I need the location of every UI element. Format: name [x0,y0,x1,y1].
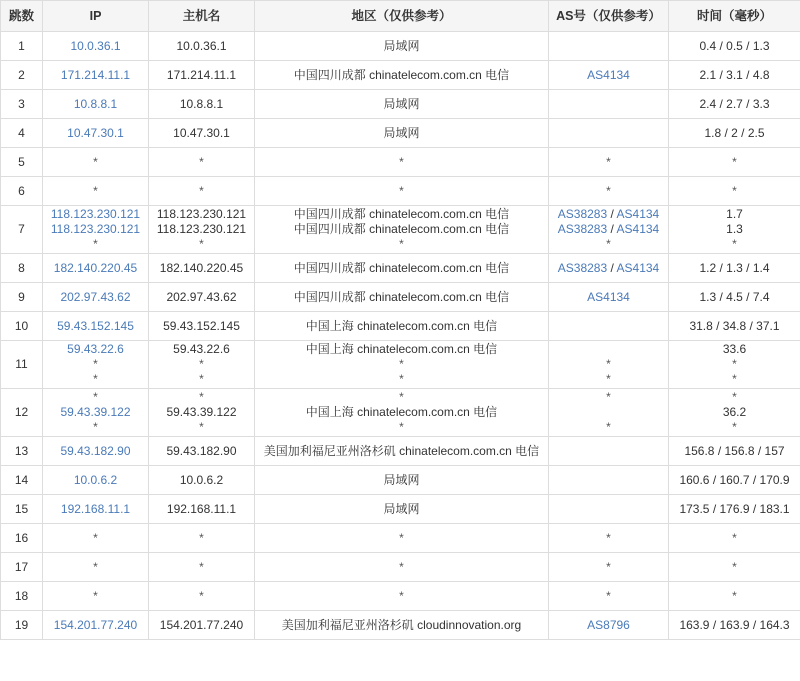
ip-cell [43,582,149,611]
time-text: * [732,154,737,169]
hop-cell: 16 [1,524,43,553]
ip-link[interactable]: 192.168.11.1 [60,501,131,516]
ip-cell [43,254,149,283]
hop-cell: 18 [1,582,43,611]
time-cell [669,148,800,177]
time-text: 1.8 / 2 / 2.5 [704,125,765,140]
time-cell [669,524,800,553]
ip-placeholder: * [93,183,98,198]
time-cell [669,341,800,389]
hostname-text: 59.43.182.90 [166,443,237,458]
as-placeholder: * [606,390,611,404]
time-cell [669,437,800,466]
hostname-text: 10.0.36.1 [176,38,227,53]
time-text: 2.1 / 3.1 / 4.8 [699,67,770,82]
hostname-text: 171.214.11.1 [166,67,237,82]
ip-placeholder: * [93,559,98,574]
ip-link[interactable]: 59.43.152.145 [57,318,134,333]
hostname-text: * [199,372,204,386]
as-cell [549,524,669,553]
as-cell [549,177,669,206]
time-text: 1.3 / 4.5 / 7.4 [699,289,770,304]
location-cell [255,466,549,495]
as-line [551,444,666,459]
hostname-cell [149,553,255,582]
location-text: 局域网 [383,125,420,140]
as-link[interactable]: AS4134 [587,289,630,304]
location-text: 中国上海 chinatelecom.com.cn 电信 [305,342,498,356]
as-cell [549,437,669,466]
time-text: * [732,183,737,198]
hostname-text: 192.168.11.1 [166,501,237,516]
table-row [1,206,800,254]
hop-cell: 12 [1,389,43,437]
ip-link[interactable]: 171.214.11.1 [60,67,131,82]
time-cell [669,119,800,148]
as-link[interactable]: AS4134 [587,67,630,82]
hostname-text: 10.0.6.2 [179,472,224,487]
hostname-text: 59.43.152.145 [163,318,240,333]
as-line [551,473,666,488]
ip-link[interactable]: 59.43.39.122 [60,405,131,419]
hostname-cell [149,389,255,437]
as-line [551,342,666,357]
location-cell [255,254,549,283]
ip-cell [43,90,149,119]
hop-cell: 4 [1,119,43,148]
ip-link[interactable]: 154.201.77.240 [53,617,138,632]
as-cell [549,283,669,312]
as-placeholder: * [606,559,611,574]
ip-cell [43,148,149,177]
hostname-cell [149,206,255,254]
hostname-cell [149,177,255,206]
as-link[interactable]: AS4134 [616,207,660,221]
hostname-cell [149,437,255,466]
ip-link[interactable]: 10.8.8.1 [73,96,118,111]
ip-link[interactable]: 10.0.36.1 [70,38,121,53]
as-separator: / [607,222,617,236]
time-cell [669,312,800,341]
ip-placeholder: * [93,154,98,169]
ip-cell [43,61,149,90]
hostname-text: * [199,588,204,603]
hop-cell: 5 [1,148,43,177]
ip-cell [43,312,149,341]
hostname-text: 118.123.230.121 [156,222,247,236]
ip-cell [43,32,149,61]
hop-cell: 11 [1,341,43,389]
time-text: 163.9 / 163.9 / 164.3 [679,617,790,632]
ip-link[interactable]: 118.123.230.121 [50,222,141,236]
location-text: 中国上海 chinatelecom.com.cn 电信 [305,405,498,419]
as-placeholder: * [606,357,611,371]
location-text: * [399,154,404,169]
ip-cell [43,206,149,254]
time-text: 156.8 / 156.8 / 157 [684,443,785,458]
time-cell [669,553,800,582]
location-text: 中国四川成都 chinatelecom.com.cn 电信 [293,207,510,221]
table-row [1,466,800,495]
as-separator: / [607,260,617,275]
ip-placeholder: * [93,390,98,404]
table-row [1,495,800,524]
table-row [1,283,800,312]
ip-cell [43,283,149,312]
as-cell [549,495,669,524]
as-line [551,405,666,420]
as-line [551,126,666,141]
hostname-cell [149,148,255,177]
time-text: * [732,372,737,386]
ip-link[interactable]: 118.123.230.121 [50,207,141,221]
hostname-cell [149,312,255,341]
hop-cell: 17 [1,553,43,582]
hop-cell: 10 [1,312,43,341]
location-text: * [399,183,404,198]
as-line [551,237,666,252]
location-text: * [399,559,404,574]
table-row [1,553,800,582]
as-placeholder: * [606,530,611,545]
location-cell [255,119,549,148]
ip-cell [43,466,149,495]
as-cell [549,119,669,148]
location-text: 局域网 [383,38,420,53]
ip-placeholder: * [93,420,98,434]
as-cell [549,148,669,177]
location-cell [255,61,549,90]
time-cell [669,389,800,437]
location-cell [255,32,549,61]
as-placeholder: * [606,588,611,603]
hostname-text: * [199,420,204,434]
ip-link[interactable]: 59.43.22.6 [67,342,124,356]
time-text: 1.2 / 1.3 / 1.4 [699,260,770,275]
location-cell [255,341,549,389]
location-text: 中国四川成都 chinatelecom.com.cn 电信 [293,222,510,236]
time-cell [669,177,800,206]
time-text: 31.8 / 34.8 / 37.1 [689,318,780,333]
hostname-cell [149,582,255,611]
table-row [1,582,800,611]
as-line [551,502,666,517]
as-line [551,290,666,305]
as-cell [549,553,669,582]
hostname-text: * [199,154,204,169]
location-text: * [399,588,404,603]
table-row [1,437,800,466]
hop-cell: 15 [1,495,43,524]
location-cell [255,524,549,553]
as-link[interactable]: AS8796 [587,617,630,632]
as-placeholder: * [606,420,611,434]
location-text: 局域网 [383,501,420,516]
ip-cell [43,524,149,553]
as-line [551,618,666,633]
as-cell [549,312,669,341]
hostname-cell [149,119,255,148]
as-placeholder: * [606,154,611,169]
ip-link[interactable]: 10.47.30.1 [67,125,124,140]
table-row [1,90,800,119]
location-cell [255,206,549,254]
hostname-cell [149,283,255,312]
table-row [1,611,800,640]
hop-cell: 19 [1,611,43,640]
time-text: 1.7 [726,207,743,221]
time-text: 1.3 [726,222,743,236]
ip-cell [43,553,149,582]
hostname-text: 59.43.39.122 [166,405,237,419]
hostname-text: * [199,183,204,198]
time-text: * [732,420,737,434]
as-link[interactable]: AS38283 [557,207,608,221]
as-cell [549,90,669,119]
time-text: 33.6 [722,342,747,356]
as-cell [549,466,669,495]
as-cell [549,206,669,254]
ip-cell [43,495,149,524]
location-text: * [399,372,404,386]
table-row [1,312,800,341]
hop-cell: 2 [1,61,43,90]
hostname-cell [149,90,255,119]
as-cell [549,341,669,389]
header-time: 时间（毫秒） [669,1,800,32]
table-body [1,32,800,640]
header-location: 地区（仅供参考） [255,1,549,32]
table-row [1,177,800,206]
as-line [551,357,666,372]
time-text: 2.4 / 2.7 / 3.3 [699,96,770,111]
ip-placeholder: * [93,530,98,545]
as-link[interactable]: AS4134 [616,222,660,236]
hostname-text: 202.97.43.62 [166,289,237,304]
time-cell [669,254,800,283]
hop-cell: 7 [1,206,43,254]
hop-cell: 1 [1,32,43,61]
ip-link[interactable]: 202.97.43.62 [60,289,131,304]
location-text: * [399,530,404,545]
location-cell [255,553,549,582]
as-cell [549,582,669,611]
location-text: 美国加利福尼亚州洛杉矶 cloudinnovation.org [281,617,522,632]
hop-cell: 13 [1,437,43,466]
location-text: * [399,357,404,371]
ip-placeholder: * [93,372,98,386]
header-as: AS号（仅供参考） [549,1,669,32]
time-text: 0.4 / 0.5 / 1.3 [699,38,770,53]
time-text: * [732,588,737,603]
hostname-text: 182.140.220.45 [159,260,244,275]
table-row [1,32,800,61]
as-cell [549,61,669,90]
hostname-text: * [199,357,204,371]
ip-link[interactable]: 182.140.220.45 [53,260,138,275]
time-text: 173.5 / 176.9 / 183.1 [679,501,790,516]
hostname-cell [149,341,255,389]
location-text: * [399,420,404,434]
time-cell [669,582,800,611]
time-text: * [732,237,737,251]
as-line [551,560,666,575]
ip-cell [43,341,149,389]
as-cell [549,389,669,437]
time-text: * [732,357,737,371]
location-text: 中国四川成都 chinatelecom.com.cn 电信 [293,289,510,304]
hostname-text: * [199,237,204,251]
location-cell [255,90,549,119]
hostname-cell [149,61,255,90]
time-cell [669,90,800,119]
time-cell [669,495,800,524]
as-line [551,420,666,435]
location-text: 中国四川成都 chinatelecom.com.cn 电信 [293,67,510,82]
location-text: 局域网 [383,96,420,111]
location-cell [255,437,549,466]
as-line [551,155,666,170]
hostname-text: 118.123.230.121 [156,207,247,221]
ip-link[interactable]: 10.0.6.2 [73,472,118,487]
time-text: 36.2 [722,405,747,419]
time-cell [669,611,800,640]
time-text: * [732,390,737,404]
as-line [551,207,666,222]
hostname-text: 10.47.30.1 [173,125,230,140]
as-line [551,372,666,387]
hostname-text: 10.8.8.1 [179,96,224,111]
as-line [551,589,666,604]
as-line [551,531,666,546]
hop-cell: 6 [1,177,43,206]
as-link[interactable]: AS4134 [616,260,660,275]
hostname-cell [149,32,255,61]
hostname-text: * [199,390,204,404]
hop-cell: 9 [1,283,43,312]
as-link[interactable]: AS38283 [557,260,608,275]
hostname-text: 59.43.22.6 [173,342,230,356]
time-text: * [732,559,737,574]
hostname-cell [149,254,255,283]
ip-cell [43,437,149,466]
location-cell [255,148,549,177]
table-row [1,341,800,389]
location-cell [255,389,549,437]
as-line [551,68,666,83]
as-line [551,39,666,54]
time-cell [669,61,800,90]
ip-cell [43,119,149,148]
table-row [1,254,800,283]
hostname-cell [149,524,255,553]
as-line [551,222,666,237]
as-placeholder: * [606,372,611,386]
location-text: 美国加利福尼亚州洛杉矶 chinatelecom.com.cn 电信 [263,443,540,458]
hostname-text: * [199,530,204,545]
location-cell [255,611,549,640]
as-line [551,319,666,334]
table-row [1,61,800,90]
as-line [551,261,666,276]
as-link[interactable]: AS38283 [557,222,608,236]
location-cell [255,312,549,341]
location-cell [255,582,549,611]
hostname-cell [149,611,255,640]
ip-cell [43,389,149,437]
location-text: 中国上海 chinatelecom.com.cn 电信 [305,318,498,333]
hop-cell: 14 [1,466,43,495]
location-text: * [399,237,404,251]
hostname-cell [149,495,255,524]
location-cell [255,283,549,312]
location-cell [255,495,549,524]
location-text: 局域网 [383,472,420,487]
table-header [1,1,800,32]
hostname-cell [149,466,255,495]
as-cell [549,32,669,61]
hostname-text: 154.201.77.240 [159,617,244,632]
as-placeholder: * [606,183,611,198]
time-cell [669,466,800,495]
header-hop: 跳数 [1,1,43,32]
as-separator: / [607,207,617,221]
time-cell [669,32,800,61]
header-hostname: 主机名 [149,1,255,32]
as-placeholder: * [606,237,611,251]
as-cell [549,254,669,283]
ip-cell [43,611,149,640]
location-text: * [399,390,404,404]
ip-placeholder: * [93,237,98,251]
location-text: 中国四川成都 chinatelecom.com.cn 电信 [293,260,510,275]
ip-cell [43,177,149,206]
time-cell [669,283,800,312]
table-row [1,148,800,177]
location-cell [255,177,549,206]
time-text: 160.6 / 160.7 / 170.9 [679,472,790,487]
table-row [1,389,800,437]
as-line [551,184,666,199]
header-ip: IP [43,1,149,32]
ip-placeholder: * [93,588,98,603]
hop-cell: 8 [1,254,43,283]
as-line [551,97,666,112]
hostname-text: * [199,559,204,574]
time-text: * [732,530,737,545]
ip-link[interactable]: 59.43.182.90 [60,443,131,458]
hop-cell: 3 [1,90,43,119]
ip-placeholder: * [93,357,98,371]
as-cell [549,611,669,640]
time-cell [669,206,800,254]
table-row [1,119,800,148]
as-line [551,390,666,405]
table-row [1,524,800,553]
